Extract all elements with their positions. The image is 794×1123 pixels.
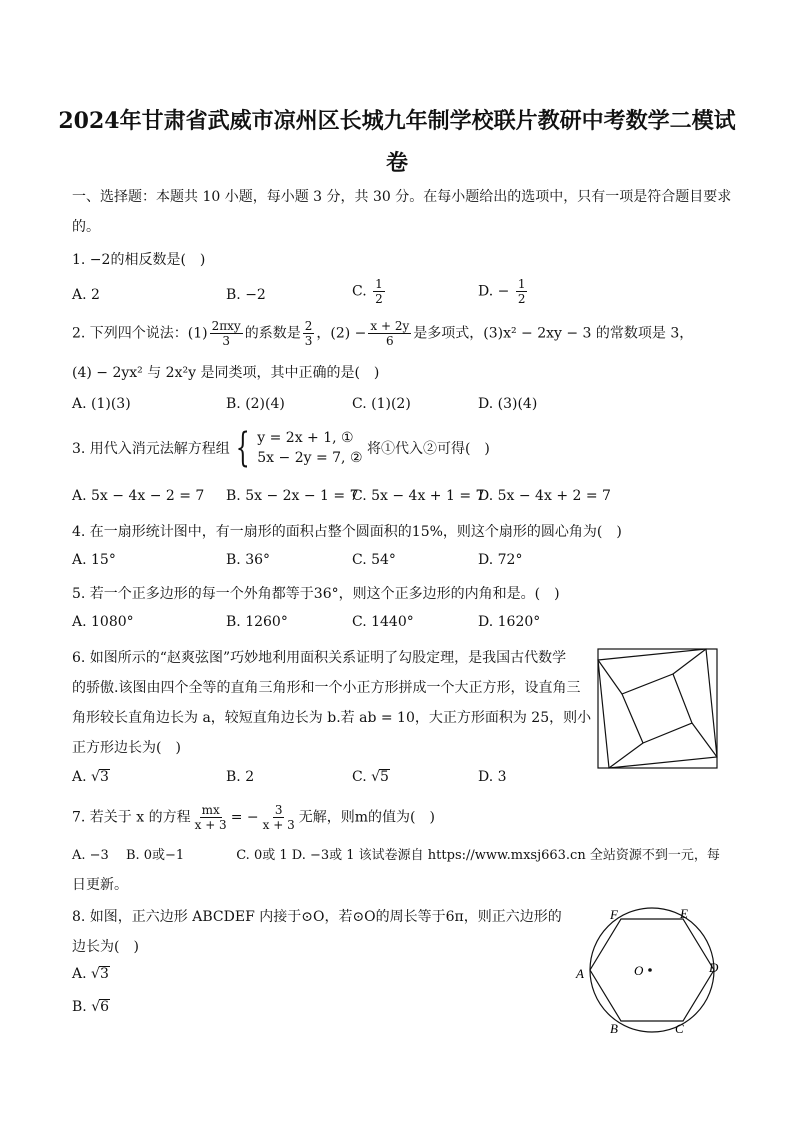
q1-c-den: 2 bbox=[375, 292, 383, 306]
q2-frac3 bbox=[368, 319, 411, 348]
triangle-edge-1 bbox=[598, 660, 622, 694]
q2-option-b: B. (2)(4) bbox=[226, 396, 285, 412]
q2-p1: 2. 下列四个说法：(1) bbox=[72, 325, 208, 342]
small-square bbox=[622, 674, 692, 743]
q3-option-d: D. 5x − 4x + 2 = 7 bbox=[478, 488, 611, 504]
q2-p2: 的系数是 bbox=[244, 325, 301, 342]
q7-p1: 7. 若关于 x 的方程 bbox=[72, 809, 191, 826]
q1-option-b: B. −2 bbox=[226, 287, 266, 303]
q2-option-d: D. (3)(4) bbox=[478, 396, 538, 412]
label-c: C bbox=[675, 1021, 684, 1036]
label-e: E bbox=[680, 906, 688, 921]
q3-prefix: 3. 用代入消元法解方程组 bbox=[72, 441, 230, 457]
q2-p4: 是多项式，(3)x² − 2xy − 3 的常数项是 3， bbox=[413, 325, 694, 342]
q4-stem: 4. 在一扇形统计图中，有一扇形的面积占整个圆面积的15%，则这个扇形的圆心角为( ) bbox=[72, 524, 622, 540]
q8-option-b: B. √6 bbox=[72, 999, 110, 1015]
q6-c-radicand: 5 bbox=[380, 769, 389, 785]
q7-p2: = − bbox=[230, 809, 259, 826]
q2-f2-den: 3 bbox=[304, 334, 313, 348]
q5-option-c: C. 1440° bbox=[352, 614, 414, 630]
hexagon-abcdef bbox=[590, 919, 714, 1021]
q8-stem-line1: 8. 如图，正六边形 ABCDEF 内接于⊙O，若⊙O的周长等于6π，则正六边形的 bbox=[72, 909, 562, 925]
q7-f2-den: x + 3 bbox=[262, 818, 295, 832]
q7-f2-num: 3 bbox=[274, 803, 283, 817]
q2-option-a: A. (1)(3) bbox=[72, 396, 131, 412]
q1-c-fraction bbox=[373, 277, 385, 306]
q2-frac2 bbox=[303, 319, 315, 348]
hexagon-circle-diagram bbox=[570, 904, 730, 1040]
q5-option-b: B. 1260° bbox=[226, 614, 288, 630]
q1-c-prefix: C. bbox=[352, 283, 367, 300]
q6-option-c: C. √5 bbox=[352, 769, 389, 785]
q3-brace: { bbox=[235, 425, 250, 471]
q5-option-a: A. 1080° bbox=[72, 614, 134, 630]
label-a: A bbox=[576, 966, 584, 981]
q1-option-d bbox=[478, 277, 529, 306]
page-title-cont: 卷 bbox=[385, 150, 408, 176]
q2-option-c: C. (1)(2) bbox=[352, 396, 411, 412]
q6-option-b: B. 2 bbox=[226, 769, 255, 785]
q2-f1-num: 2πxy bbox=[211, 319, 241, 333]
q1-option-c bbox=[352, 277, 387, 306]
q7-f1-num: mx bbox=[201, 803, 220, 817]
q4-option-c: C. 54° bbox=[352, 552, 396, 568]
q5-stem: 5. 若一个正多边形的每一个外角都等于36°，则这个正多边形的内角和是。( ) bbox=[72, 586, 560, 602]
triangle-edge-3 bbox=[692, 723, 717, 757]
q6-stem-line3: 角形较长直角边长为 a，较短直角边长为 b.若 ab = 10，大正方形面积为 25，则小 bbox=[72, 710, 592, 726]
inner-tilted-square bbox=[598, 649, 717, 768]
q7-options: A. −3 B. 0或−1 C. 0或 1 D. −3或 1 该试卷源自 https://www.mxsj663.cn 全站资源不到一元，每 bbox=[72, 848, 720, 863]
q1-stem: 1. −2的相反数是( ) bbox=[72, 252, 206, 268]
q1-d-num: 1 bbox=[517, 277, 526, 291]
q3-stem bbox=[72, 425, 490, 471]
q7-frac2 bbox=[261, 803, 297, 832]
q3-option-c: C. 5x − 4x + 1 = 7 bbox=[352, 488, 485, 504]
q1-c-num: 1 bbox=[375, 277, 383, 291]
q7-f1-den: x + 3 bbox=[194, 818, 227, 832]
q6-a-radicand: 3 bbox=[99, 769, 109, 785]
label-b: B bbox=[610, 1021, 618, 1036]
q6-a-prefix: A. bbox=[72, 769, 87, 785]
label-o: O bbox=[634, 963, 644, 978]
q3-option-a: A. 5x − 4x − 2 = 7 bbox=[72, 488, 205, 504]
q3-suffix: 将①代入②可得( ) bbox=[366, 441, 490, 457]
q2-stem bbox=[72, 319, 693, 348]
outer-square bbox=[598, 649, 717, 768]
q6-option-d: D. 3 bbox=[478, 769, 507, 785]
q8-a-radicand: 3 bbox=[99, 966, 109, 982]
section-header: 一、选择题：本题共 10 小题，每小题 3 分，共 30 分。在每小题给出的选项中，只有一项是符合题目要求 bbox=[72, 189, 732, 205]
circle-o bbox=[590, 908, 714, 1032]
q6-option-a: A. √3 bbox=[72, 769, 109, 785]
label-f: F bbox=[610, 907, 618, 922]
q8-option-a: A. √3 bbox=[72, 966, 109, 982]
q7-options-cont: 日更新。 bbox=[72, 877, 128, 893]
q1-option-a: A. 2 bbox=[72, 287, 100, 303]
q7-p3: 无解，则m的值为( ) bbox=[298, 809, 435, 826]
q8-stem-line2: 边长为( ) bbox=[72, 939, 139, 955]
q2-f2-num: 2 bbox=[304, 319, 313, 333]
q2-f3-den: 6 bbox=[385, 334, 394, 348]
center-point bbox=[648, 968, 652, 972]
q2-f3-num: x + 2y bbox=[370, 319, 410, 333]
q1-d-den: 2 bbox=[517, 292, 526, 306]
q2-frac1 bbox=[210, 319, 243, 348]
q2-f1-den: 3 bbox=[222, 334, 230, 348]
q2-p3: ，(2) − bbox=[316, 325, 367, 342]
q8-b-radicand: 6 bbox=[100, 999, 110, 1015]
label-d: D bbox=[709, 960, 719, 975]
q8-a-prefix: A. bbox=[72, 966, 87, 982]
zhao-shuang-diagram bbox=[597, 648, 719, 770]
triangle-edge-2 bbox=[673, 649, 706, 674]
q4-option-b: B. 36° bbox=[226, 552, 271, 568]
q6-stem-line2: 的骄傲.该图由四个全等的直角三角形和一个小正方形拼成一个大正方形，设直角三 bbox=[72, 680, 581, 696]
triangle-edge-4 bbox=[609, 743, 643, 768]
q6-stem-line1: 6. 如图所示的“赵爽弦图”巧妙地利用面积关系证明了勾股定理，是我国古代数学 bbox=[72, 650, 567, 666]
q8-b-prefix: B. bbox=[72, 999, 87, 1015]
q5-option-d: D. 1620° bbox=[478, 614, 541, 630]
q1-d-fraction bbox=[516, 277, 528, 306]
q3-eq2: 5x − 2y = 7, ② bbox=[257, 450, 363, 466]
q6-c-prefix: C. bbox=[352, 769, 367, 785]
q4-option-a: A. 15° bbox=[72, 552, 116, 568]
q7-frac1 bbox=[193, 803, 229, 832]
q4-option-d: D. 72° bbox=[478, 552, 523, 568]
q6-stem-line4: 正方形边长为( ) bbox=[72, 740, 181, 756]
q7-stem bbox=[72, 803, 435, 832]
q3-eq1: y = 2x + 1, ① bbox=[257, 430, 354, 446]
q1-d-prefix: D. − bbox=[478, 283, 510, 300]
q3-option-b: B. 5x − 2x − 1 = 7 bbox=[226, 488, 359, 504]
q2-stem-line2: (4) − 2yx² 与 2x²y 是同类项，其中正确的是( ) bbox=[72, 365, 380, 381]
section-header-cont: 的。 bbox=[72, 219, 100, 235]
page-title: 2024年甘肃省武威市凉州区长城九年制学校联片教研中考数学二模试 bbox=[58, 108, 736, 134]
q3-system bbox=[257, 428, 362, 468]
